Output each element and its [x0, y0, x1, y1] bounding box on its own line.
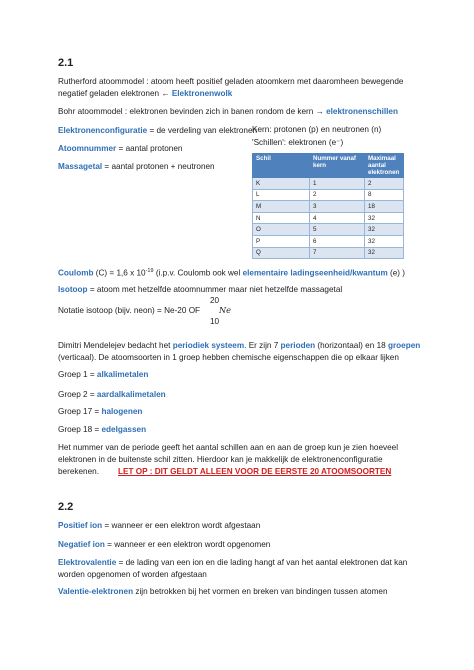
- elektronenwolk-term: Elektronenwolk: [171, 89, 233, 98]
- elektrovalentie-term: Elektrovalentie: [58, 558, 117, 567]
- isotoop-term: Isotoop: [58, 285, 88, 294]
- elektrovalentie-line-2: worden opgenomen of worden afgestaan: [58, 570, 207, 579]
- group-name: alkalimetalen: [96, 370, 149, 379]
- notatie-mass-number: 20: [210, 296, 220, 305]
- table-cell: 32: [365, 247, 404, 259]
- group-line: [58, 369, 148, 380]
- elektronenconfiguratie-term: Elektronenconfiguratie: [58, 126, 148, 135]
- section-heading-2-2: 2.2: [58, 501, 74, 513]
- coulomb-line: [58, 266, 405, 279]
- table-cell: 18: [365, 201, 404, 213]
- schillen-note: 'Schillen': elektronen (e⁻): [252, 138, 344, 147]
- table-cell: 7: [310, 247, 365, 259]
- valentie-elektronen-def: zijn betrokken bij het vormen en breken van bindingen tussen atomen: [133, 587, 388, 596]
- table-cell: L: [253, 189, 310, 201]
- arrow-left-icon: ←: [161, 89, 170, 98]
- group-name: halogenen: [101, 407, 143, 416]
- mendelejev-text: Dimitri Mendelejev bedacht het: [58, 341, 173, 350]
- table-row: [253, 235, 404, 247]
- group-label: Groep 1 =: [58, 370, 97, 379]
- group-name: edelgassen: [101, 425, 147, 434]
- config-line: [58, 125, 257, 136]
- bohr-line: [58, 106, 398, 117]
- isotoop-line: [58, 284, 342, 295]
- coulomb-exponent: -19: [145, 268, 154, 274]
- group-line: [58, 424, 146, 435]
- group-line: [58, 406, 142, 417]
- mendelejev-text: . Er zijn 7: [244, 341, 281, 350]
- perioden-term: perioden: [280, 341, 316, 350]
- rutherford-text: negatief geladen elektronen: [58, 89, 160, 98]
- periode-line-3: berekenen.: [58, 467, 99, 476]
- positief-ion-line: [58, 520, 260, 531]
- table-cell: P: [253, 235, 310, 247]
- group-line: [58, 389, 166, 400]
- header-cell: Maximaal aantal elektronen: [365, 154, 404, 178]
- table-row: [253, 189, 404, 201]
- atoomnummer-line: [58, 143, 182, 154]
- coulomb-def-2: (i.p.v. Coulomb ook wel: [153, 268, 243, 278]
- header-cell: Schil: [253, 154, 310, 178]
- atoomnummer-def: = aantal protonen: [116, 144, 183, 153]
- bohr-text: Bohr atoommodel : elektronen bevinden zich in banen rondom de kern: [58, 107, 314, 116]
- elementaire-lading-term: elementaire ladingseenheid/kwantum: [242, 268, 388, 278]
- kern-note: Kern: protonen (p) en neutronen (n): [252, 125, 382, 134]
- mendelejev-text: (horizontaal) en 18: [315, 341, 388, 350]
- negatief-ion-line: [58, 539, 270, 550]
- coulomb-def-3: (e) ): [387, 268, 406, 278]
- positief-ion-def: = wanneer er een elektron wordt afgestaan: [102, 521, 261, 530]
- table-cell: 32: [365, 235, 404, 247]
- table-row: [253, 212, 404, 224]
- table-cell: Q: [253, 247, 310, 259]
- header-cell: Nummer vanaf kern: [310, 154, 365, 178]
- isotoop-def: = atoom met hetzelfde atoomnummer maar niet hetzelfde massagetal: [87, 285, 343, 294]
- massagetal-def: = aantal protonen + neutronen: [102, 162, 215, 171]
- table-cell: K: [253, 178, 310, 190]
- shell-table: [252, 153, 404, 259]
- elektronenschillen-term: elektronenschillen: [326, 107, 398, 116]
- massagetal-term: Massagetal: [58, 162, 103, 171]
- table-cell: 2: [365, 178, 404, 190]
- mendelejev-line-1: [58, 340, 420, 351]
- notatie-atomic-number: 10: [210, 317, 220, 326]
- table-cell: 6: [310, 235, 365, 247]
- let-op-warning: LET OP : DIT GELDT ALLEEN VOOR DE EERSTE 20 ATOOMSOORTEN: [118, 467, 392, 476]
- rutherford-line-2: [58, 88, 232, 99]
- group-name: aardalkalimetalen: [96, 390, 166, 399]
- table-row: [253, 201, 404, 213]
- negatief-ion-def: = wanneer er een elektron wordt opgenomen: [104, 540, 271, 549]
- shell-table-header: [253, 154, 404, 178]
- atoomnummer-term: Atoomnummer: [58, 144, 117, 153]
- valentie-elektronen-line: [58, 586, 388, 597]
- table-cell: 32: [365, 224, 404, 236]
- massagetal-line: [58, 161, 215, 172]
- notatie-symbol: Ne: [219, 305, 232, 315]
- coulomb-def: (C) = 1,6 x 10: [93, 268, 146, 278]
- negatief-ion-term: Negatief ion: [58, 540, 105, 549]
- table-cell: 2: [310, 189, 365, 201]
- rutherford-line-1: Rutherford atoommodel : atoom heeft positief geladen atoomkern met daaromheen bewegende: [58, 77, 404, 86]
- periode-line-2: elektronen in de buitenste schil zitten. Hierdoor kan je makkelijk de elektronenconfiguratie: [58, 455, 383, 464]
- table-row: [253, 224, 404, 236]
- table-cell: 5: [310, 224, 365, 236]
- valentie-elektronen-term: Valentie-elektronen: [58, 587, 134, 596]
- table-cell: O: [253, 224, 310, 236]
- table-row: [253, 178, 404, 190]
- notatie-line: Notatie isotoop (bijv. neon) = Ne-20 OF: [58, 306, 201, 315]
- config-def: = de verdeling van elektronen: [147, 126, 258, 135]
- section-heading-2-1: 2.1: [58, 57, 74, 69]
- periodiek-systeem-term: periodiek systeem: [172, 341, 245, 350]
- table-cell: 32: [365, 212, 404, 224]
- group-label: Groep 18 =: [58, 425, 102, 434]
- table-cell: M: [253, 201, 310, 213]
- groepen-term: groepen: [387, 341, 421, 350]
- table-cell: 1: [310, 178, 365, 190]
- elektrovalentie-def: = de lading van een ion en die lading hangt af van het aantal elektronen dat kan: [116, 558, 408, 567]
- mendelejev-line-2: (verticaal). De atoomsoorten in 1 groep hebben chemische eigenschappen die op elkaar lijken: [58, 353, 399, 362]
- arrow-right-icon: →: [315, 107, 324, 116]
- table-row: [253, 247, 404, 259]
- table-cell: 8: [365, 189, 404, 201]
- positief-ion-term: Positief ion: [58, 521, 103, 530]
- coulomb-term: Coulomb: [58, 268, 94, 278]
- group-label: Groep 2 =: [58, 390, 97, 399]
- table-cell: N: [253, 212, 310, 224]
- table-cell: 4: [310, 212, 365, 224]
- elektrovalentie-line-1: [58, 557, 407, 568]
- table-cell: 3: [310, 201, 365, 213]
- periode-line-1: Het nummer van de periode geeft het aantal schillen aan en aan de groep kun je zien hoeveel: [58, 443, 399, 452]
- group-label: Groep 17 =: [58, 407, 102, 416]
